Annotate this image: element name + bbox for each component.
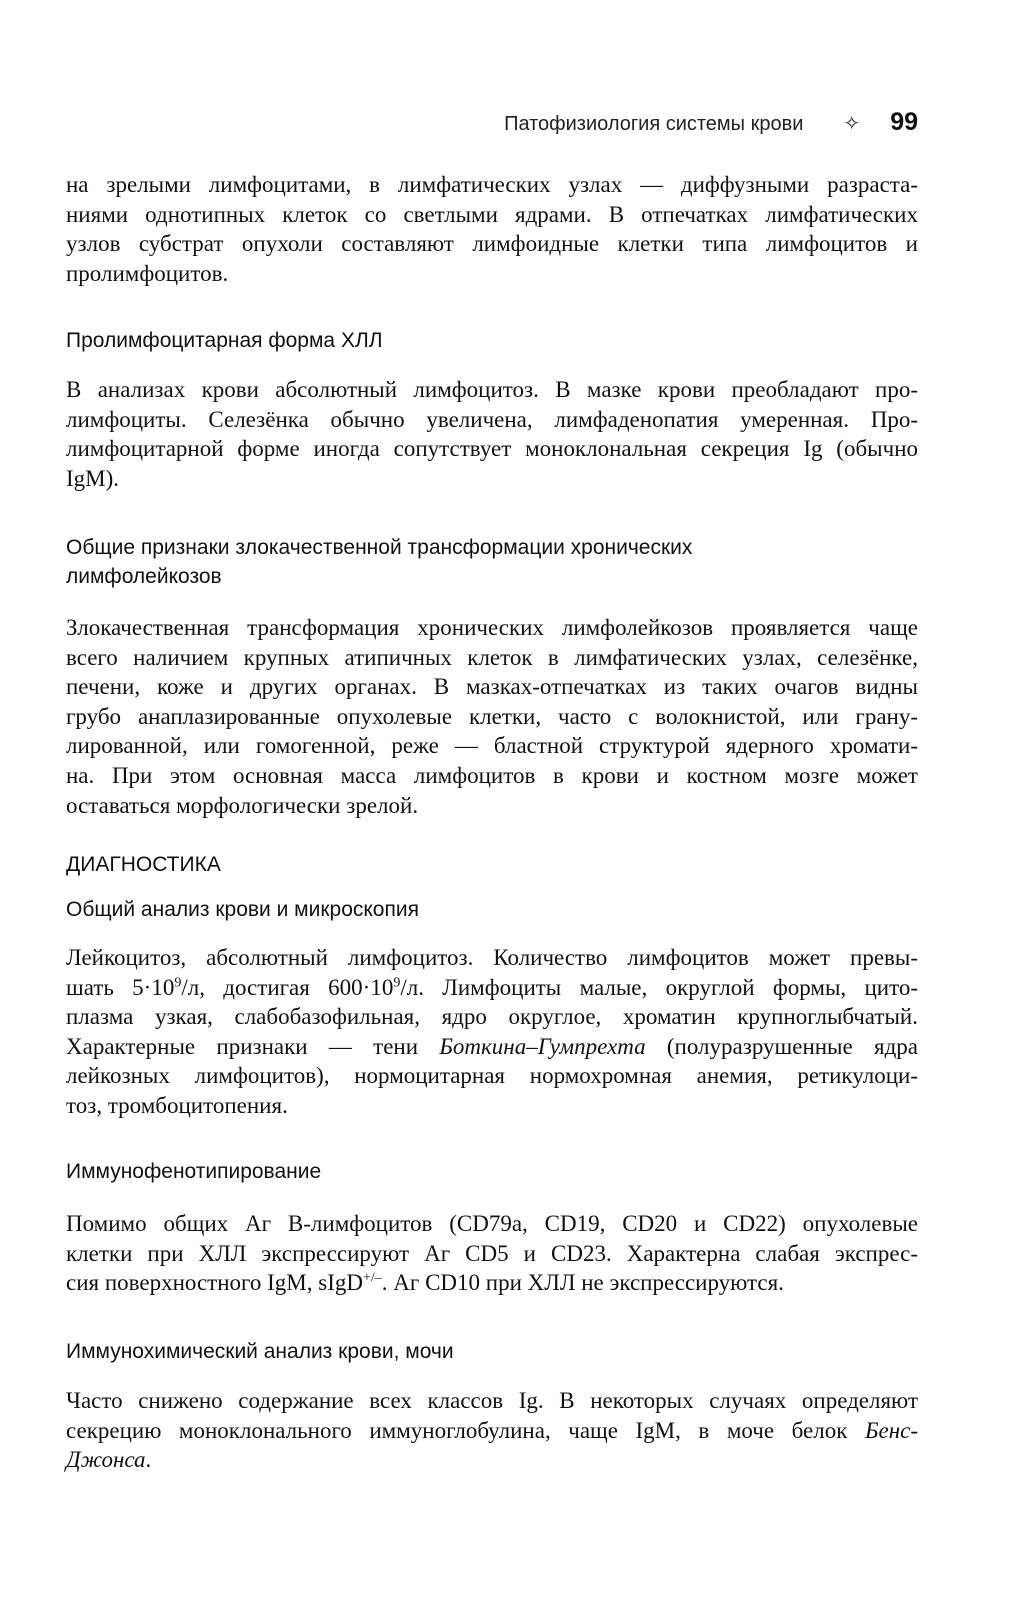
text-line: плазма узкая, слабобазофильная, ядро округлое, хроматин крупноглыбчатый. — [66, 1004, 918, 1030]
paragraph-blood-count — [66, 943, 918, 1121]
heading-line: Общие признаки злокачественной трансформации хронических — [66, 536, 693, 559]
text-line — [66, 973, 918, 1003]
text-line: лейкозных лимфоцитов), нормоцитарная нормохромная анемия, ретикулоци- — [66, 1063, 918, 1089]
text-span: Характерные признаки — тени — [66, 1033, 440, 1059]
text-line: Помимо общих Аг В-лимфоцитов (CD79a, CD19, CD20 и CD22) опухолевые — [66, 1211, 918, 1236]
text-line: печени, коже и других органах. В мазках-отпечатках из таких очагов видны — [66, 674, 918, 700]
text-line: клетки при ХЛЛ экспрессируют Аг CD5 и CD23. Характерна слабая экспрес- — [66, 1240, 918, 1266]
text-line: оставаться морфологически зрелой. — [66, 792, 419, 818]
text-span: /л. Лимфоциты малые, округлой формы, цито- — [400, 974, 918, 1000]
text-span: секрецию моноклонального иммуноглобулина, чаще IgM, в моче белок — [66, 1417, 865, 1443]
text-span: . — [145, 1447, 152, 1473]
italic-term: Боткина–Гумпрехта — [439, 1033, 646, 1059]
italic-term: Бенс- — [864, 1417, 918, 1443]
text-line — [66, 1268, 918, 1298]
section-heading-prolymphocytic: Пролимфоцитарная форма ХЛЛ — [66, 329, 383, 352]
text-line: лированной, или гомогенной, реже — бластной структурой ядерного хромати- — [66, 733, 918, 759]
paragraph-immunochemistry — [66, 1386, 918, 1475]
running-head-title: Патофизиология системы крови — [504, 113, 804, 135]
italic-term: Джонса — [66, 1447, 146, 1473]
text-line: всего наличием крупных атипичных клеток в лимфатических узлах, селезёнке, — [66, 644, 918, 670]
text-span: . Аг CD10 при ХЛЛ не экспрессируются. — [381, 1270, 784, 1296]
paragraph-prolymphocytic — [66, 375, 918, 493]
text-line: грубо анаплазированные опухолевые клетки, часто с волокнистой, или грану- — [66, 703, 918, 729]
paragraph-intro — [66, 170, 918, 288]
text-line — [66, 1032, 918, 1062]
text-line — [66, 1445, 918, 1475]
text-line — [66, 1416, 918, 1446]
text-line: Злокачественная трансформация хронических лимфолейкозов проявляется чаще — [66, 615, 918, 640]
running-head — [504, 108, 918, 137]
text-line: IgM). — [66, 465, 120, 491]
text-line: лимфоциты. Селезёнка обычно увеличена, лимфаденопатия умеренная. Про- — [66, 406, 918, 432]
text-line: лимфоцитарной форме иногда сопутствует моноклональная секреция Ig (обычно — [66, 436, 918, 462]
text-line: пролимфоцитов. — [66, 260, 229, 286]
text-span: /л, достигая 600·10 — [181, 974, 394, 1000]
superscript: 9 — [174, 974, 182, 990]
text-line: В анализах крови абсолютный лимфоцитоз. В мазке крови преобладают про- — [66, 377, 918, 402]
paragraph-malignant-transformation — [66, 613, 918, 820]
subsection-heading-immunochemistry: Иммунохимический анализ крови, мочи — [66, 1340, 454, 1363]
section-heading-malignant-transformation — [66, 533, 692, 591]
text-line: на. При этом основная масса лимфоцитов в крови и костном мозге может — [66, 762, 918, 788]
text-line: Часто снижено содержание всех классов Ig. В некоторых случаях определяют — [66, 1388, 918, 1413]
text-line: тоз, тромбоцитопения. — [66, 1092, 288, 1118]
superscript: +/– — [362, 1270, 382, 1286]
text-span: шать 5·10 — [66, 974, 175, 1000]
subsection-heading-blood-count: Общий анализ крови и микроскопия — [66, 898, 419, 921]
text-line: на зрелыми лимфоцитами, в лимфатических узлах — диффузными разраста- — [66, 172, 918, 197]
diamond-ornament-icon: ✧ — [843, 113, 861, 135]
subsection-heading-immunophenotyping: Иммунофенотипирование — [66, 1160, 322, 1183]
page-number: 99 — [890, 108, 918, 136]
heading-line: лимфолейкозов — [66, 565, 222, 588]
text-span: (полуразрушенные ядра — [645, 1033, 918, 1059]
text-span: сия поверхностного IgM, sIgD — [66, 1270, 363, 1296]
section-heading-diagnostics: ДИАГНОСТИКА — [66, 853, 221, 876]
text-line: узлов субстрат опухоли составляют лимфоидные клетки типа лимфоцитов и — [66, 231, 918, 257]
text-line: ниями однотипных клеток со светлыми ядрами. В отпечатках лимфатических — [66, 201, 918, 227]
superscript: 9 — [393, 974, 401, 990]
paragraph-immunophenotyping — [66, 1209, 918, 1298]
text-line: Лейкоцитоз, абсолютный лимфоцитоз. Количество лимфоцитов может превы- — [66, 945, 918, 970]
